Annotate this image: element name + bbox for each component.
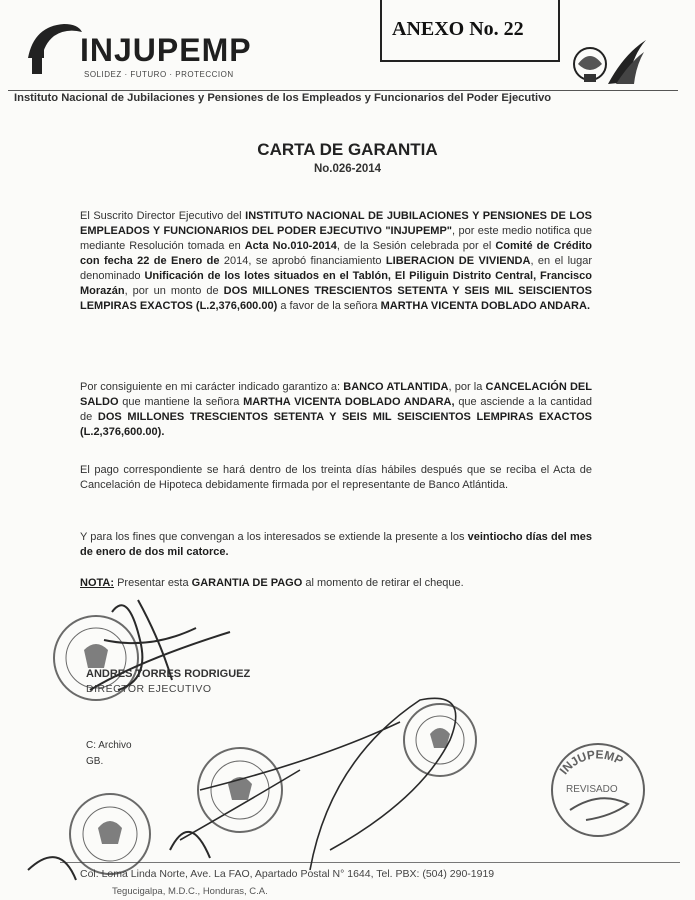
seal-stamp-upper-right (404, 704, 476, 776)
annex-label: ANEXO No. 22 (392, 18, 524, 40)
signer-name: ANDRES TORRES RODRIGUEZ (86, 668, 251, 680)
paragraph-note: NOTA: Presentar esta GARANTIA DE PAGO al momento de retirar el cheque. (80, 577, 464, 589)
paragraph-guarantee: Por consiguiente en mi carácter indicado garantizo a: BANCO ATLANTIDA, por la CANCELACIÓN DEL SALDO que mantiene la señora MARTHA VICENTA DOBLADO ANDARA, que asciende a la cantidad de DOS MILLONES TRESCIENTOS SETENTA Y SEIS MIL SEISCIENTOS LEMPIRAS EXACTOS (L.2,376,600.00). (80, 381, 592, 438)
institute-name: Instituto Nacional de Jubilaciones y Pensiones de los Empleados y Funcionarios del Poder Ejecutivo (14, 92, 552, 104)
witness-signature-icon (180, 698, 456, 870)
cc-archive: C: Archivo (86, 740, 132, 751)
cc-initials: GB. (86, 756, 104, 767)
paragraph-issuance-date: Y para los fines que convengan a los interesados se extiende la presente a los veintiocho días del mes de enero de dos mil catorce. (80, 531, 593, 558)
logo-tagline: SOLIDEZ · FUTURO · PROTECCION (84, 70, 234, 79)
paragraph-notification: El Suscrito Director Ejecutivo del INSTITUTO NACIONAL DE JUBILACIONES Y PENSIONES DE LOS EMPLEADOS Y FUNCIONARIOS DEL PODER EJECUTIVO "INJUPEMP", por este medio notifica que mediante Resolución tomada en Acta No.010-2014, de la Sesión celebrada por el Comité de Crédito con fecha 22 de Enero de 2014, se aprobó financiamiento LIBERACION DE VIVIENDA, en el lugar denominado Unificación de los lotes situados en el Tablón, El Piliguin Distrito Central, Francisco Morazán, por un monto de DOS MILLONES TRESCIENTOS SETENTA Y SEIS MIL SEISCIENTOS LEMPIRAS EXACTOS (L.2,376,600.00) a favor de la señora MARTHA VICENTA DOBLADO ANDARA. (80, 210, 593, 312)
svg-text:INJUPEMP (557, 747, 626, 777)
injupemp-revision-stamp (552, 744, 644, 836)
letter-title: CARTA DE GARANTIA (257, 140, 438, 159)
stamp-middle-text: REVISADO (566, 784, 618, 795)
director-signature-icon (90, 600, 230, 690)
seal-stamp-center (198, 748, 282, 832)
footer-city: Tegucigalpa, M.D.C., Honduras, C.A. (112, 886, 268, 897)
footer-address: Col. Loma Linda Norte, Ave. La FAO, Apartado Postal N° 1644, Tel. PBX: (504) 290-1919 (80, 868, 495, 880)
letter-number: No.026-2014 (313, 163, 382, 175)
seal-stamp-left (70, 794, 150, 874)
logo-wordmark: INJUPEMP (80, 32, 252, 68)
signer-role: DIRECTOR EJECUTIVO (86, 683, 212, 695)
stamp-top-text: INJUPEMP (556, 747, 626, 778)
paragraph-payment-terms: El pago correspondiente se hará dentro de los treinta días hábiles después que se reciba el Acta de Cancelación de Hipoteca debidamente firmada por el representante de Banco Atlántida. (80, 464, 592, 491)
